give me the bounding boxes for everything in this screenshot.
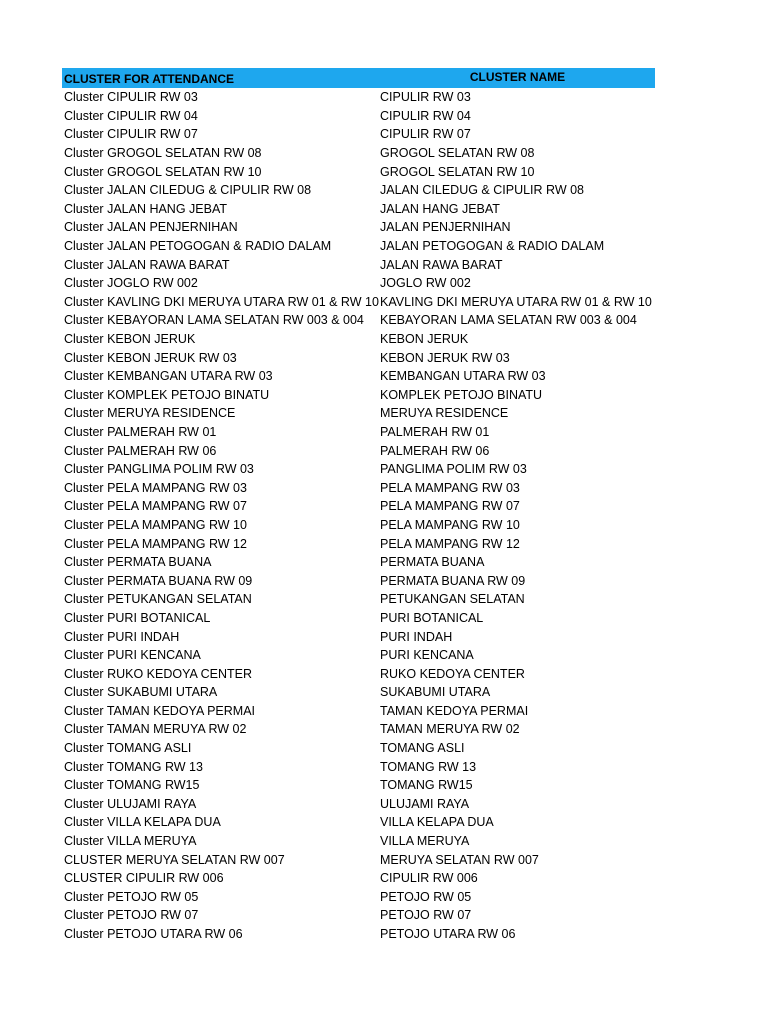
cell-cluster-name: PETOJO RW 07 bbox=[380, 908, 472, 923]
table-row bbox=[62, 739, 655, 758]
cell-cluster-for-attendance: Cluster TAMAN MERUYA RW 02 bbox=[64, 722, 247, 737]
cell-cluster-name: KOMPLEK PETOJO BINATU bbox=[380, 387, 543, 402]
table-row bbox=[62, 144, 655, 163]
table-row bbox=[62, 850, 655, 869]
cell-cluster-name: KEBAYORAN LAMA SELATAN RW 003 & 004 bbox=[380, 313, 637, 328]
cell-cluster-for-attendance: CLUSTER CIPULIR RW 006 bbox=[64, 871, 224, 886]
cell-cluster-for-attendance: Cluster VILLA MERUYA bbox=[64, 834, 197, 849]
table-row bbox=[62, 162, 655, 181]
table-row bbox=[62, 664, 655, 683]
cell-cluster-name: KEBON JERUK bbox=[380, 332, 469, 347]
cell-cluster-name: PALMERAH RW 06 bbox=[380, 443, 490, 458]
table-row bbox=[62, 590, 655, 609]
cell-cluster-name: GROGOL SELATAN RW 10 bbox=[380, 164, 535, 179]
header-cluster-name: CLUSTER NAME bbox=[469, 70, 566, 84]
cell-cluster-name: PELA MAMPANG RW 12 bbox=[380, 536, 520, 551]
table-row bbox=[62, 757, 655, 776]
table-header-row bbox=[62, 68, 655, 88]
cell-cluster-for-attendance: Cluster MERUYA RESIDENCE bbox=[64, 406, 236, 421]
table-row bbox=[62, 441, 655, 460]
cell-cluster-name: VILLA KELAPA DUA bbox=[380, 815, 494, 830]
cell-cluster-name: MERUYA RESIDENCE bbox=[380, 406, 509, 421]
table-row bbox=[62, 386, 655, 405]
cell-cluster-for-attendance: Cluster PELA MAMPANG RW 12 bbox=[64, 536, 247, 551]
cell-cluster-for-attendance: Cluster PALMERAH RW 06 bbox=[64, 443, 217, 458]
cell-cluster-for-attendance: Cluster TOMANG RW15 bbox=[64, 778, 200, 793]
table-row bbox=[62, 776, 655, 795]
cell-cluster-name: PALMERAH RW 01 bbox=[380, 424, 490, 439]
cell-cluster-for-attendance: Cluster SUKABUMI UTARA bbox=[64, 685, 218, 700]
cell-cluster-name: CIPULIR RW 03 bbox=[380, 90, 471, 105]
cell-cluster-name: PURI INDAH bbox=[380, 629, 453, 644]
table-row bbox=[62, 200, 655, 219]
cell-cluster-name: PETOJO RW 05 bbox=[380, 889, 472, 904]
table-row bbox=[62, 404, 655, 423]
cell-cluster-name: SUKABUMI UTARA bbox=[380, 685, 491, 700]
table-row bbox=[62, 88, 655, 107]
cell-cluster-for-attendance: Cluster TOMANG ASLI bbox=[64, 741, 192, 756]
cell-cluster-name: TOMANG RW 13 bbox=[380, 759, 477, 774]
cell-cluster-for-attendance: Cluster PURI KENCANA bbox=[64, 648, 201, 663]
table-row bbox=[62, 627, 655, 646]
cell-cluster-name: PETUKANGAN SELATAN bbox=[380, 592, 525, 607]
table-row bbox=[62, 534, 655, 553]
cell-cluster-for-attendance: Cluster PETOJO RW 07 bbox=[64, 908, 199, 923]
cell-cluster-for-attendance: Cluster ULUJAMI RAYA bbox=[64, 796, 197, 811]
cell-cluster-for-attendance: Cluster PANGLIMA POLIM RW 03 bbox=[64, 462, 254, 477]
table-row bbox=[62, 181, 655, 200]
cell-cluster-for-attendance: Cluster PALMERAH RW 01 bbox=[64, 424, 217, 439]
table-row bbox=[62, 478, 655, 497]
cell-cluster-for-attendance: Cluster PERMATA BUANA RW 09 bbox=[64, 573, 253, 588]
cell-cluster-for-attendance: Cluster CIPULIR RW 07 bbox=[64, 127, 198, 142]
table-body bbox=[62, 88, 655, 943]
cell-cluster-name: JALAN PENJERNIHAN bbox=[380, 220, 511, 235]
cell-cluster-name: PELA MAMPANG RW 07 bbox=[380, 499, 520, 514]
cell-cluster-for-attendance: Cluster GROGOL SELATAN RW 10 bbox=[64, 164, 262, 179]
cell-cluster-for-attendance: Cluster PURI INDAH bbox=[64, 629, 180, 644]
table-row bbox=[62, 813, 655, 832]
cluster-table bbox=[62, 68, 655, 943]
table-row bbox=[62, 237, 655, 256]
cell-cluster-for-attendance: Cluster KEBON JERUK bbox=[64, 332, 196, 347]
cell-cluster-for-attendance: Cluster CIPULIR RW 04 bbox=[64, 108, 198, 123]
table-row bbox=[62, 683, 655, 702]
cell-cluster-name: PELA MAMPANG RW 10 bbox=[380, 517, 520, 532]
cell-cluster-for-attendance: Cluster KEBAYORAN LAMA SELATAN RW 003 & 004 bbox=[64, 313, 364, 328]
table-row bbox=[62, 497, 655, 516]
cell-cluster-for-attendance: Cluster PELA MAMPANG RW 07 bbox=[64, 499, 247, 514]
cell-cluster-name: TAMAN KEDOYA PERMAI bbox=[380, 703, 529, 718]
cell-cluster-name: KAVLING DKI MERUYA UTARA RW 01 & RW 10 bbox=[380, 294, 652, 309]
table-row bbox=[62, 423, 655, 442]
cell-cluster-for-attendance: Cluster JALAN PETOGOGAN & RADIO DALAM bbox=[64, 239, 332, 254]
cell-cluster-for-attendance: CLUSTER MERUYA SELATAN RW 007 bbox=[64, 852, 285, 867]
cell-cluster-for-attendance: Cluster PELA MAMPANG RW 10 bbox=[64, 517, 247, 532]
cell-cluster-for-attendance: Cluster KEBON JERUK RW 03 bbox=[64, 350, 237, 365]
cell-cluster-name: CIPULIR RW 04 bbox=[380, 108, 471, 123]
cell-cluster-name: JALAN PETOGOGAN & RADIO DALAM bbox=[380, 239, 605, 254]
cell-cluster-for-attendance: Cluster PETOJO UTARA RW 06 bbox=[64, 927, 243, 942]
table-row bbox=[62, 795, 655, 814]
table-row bbox=[62, 348, 655, 367]
table-row bbox=[62, 906, 655, 925]
cell-cluster-for-attendance: Cluster JALAN CILEDUG & CIPULIR RW 08 bbox=[64, 183, 312, 198]
cell-cluster-for-attendance: Cluster JALAN PENJERNIHAN bbox=[64, 220, 238, 235]
table-row bbox=[62, 274, 655, 293]
cell-cluster-for-attendance: Cluster KAVLING DKI MERUYA UTARA RW 01 & RW 10 bbox=[64, 294, 379, 309]
cell-cluster-for-attendance: Cluster JALAN RAWA BARAT bbox=[64, 257, 230, 272]
table-row bbox=[62, 311, 655, 330]
cell-cluster-for-attendance: Cluster JALAN HANG JEBAT bbox=[64, 201, 228, 216]
table-row bbox=[62, 832, 655, 851]
table-row bbox=[62, 255, 655, 274]
table-row bbox=[62, 460, 655, 479]
table-row bbox=[62, 125, 655, 144]
cell-cluster-name: PANGLIMA POLIM RW 03 bbox=[380, 462, 527, 477]
table-row bbox=[62, 888, 655, 907]
cell-cluster-name: KEMBANGAN UTARA RW 03 bbox=[380, 369, 546, 384]
cell-cluster-name: CIPULIR RW 07 bbox=[380, 127, 471, 142]
cell-cluster-name: PURI KENCANA bbox=[380, 648, 474, 663]
cell-cluster-name: JALAN CILEDUG & CIPULIR RW 08 bbox=[380, 183, 584, 198]
cell-cluster-name: TOMANG ASLI bbox=[380, 741, 465, 756]
table-row bbox=[62, 702, 655, 721]
cell-cluster-for-attendance: Cluster TOMANG RW 13 bbox=[64, 759, 203, 774]
table-row bbox=[62, 218, 655, 237]
table-row bbox=[62, 293, 655, 312]
cell-cluster-for-attendance: Cluster VILLA KELAPA DUA bbox=[64, 815, 221, 830]
cell-cluster-name: PELA MAMPANG RW 03 bbox=[380, 480, 520, 495]
cell-cluster-name: TOMANG RW15 bbox=[380, 778, 473, 793]
cell-cluster-for-attendance: Cluster JOGLO RW 002 bbox=[64, 276, 198, 291]
table-row bbox=[62, 516, 655, 535]
table-row bbox=[62, 367, 655, 386]
cell-cluster-for-attendance: Cluster TAMAN KEDOYA PERMAI bbox=[64, 703, 256, 718]
cell-cluster-name: PETOJO UTARA RW 06 bbox=[380, 927, 516, 942]
table-row bbox=[62, 107, 655, 126]
cell-cluster-name: VILLA MERUYA bbox=[380, 834, 470, 849]
cell-cluster-for-attendance: Cluster PURI BOTANICAL bbox=[64, 610, 211, 625]
table-row bbox=[62, 646, 655, 665]
table-row bbox=[62, 553, 655, 572]
cell-cluster-for-attendance: Cluster GROGOL SELATAN RW 08 bbox=[64, 146, 262, 161]
cell-cluster-for-attendance: Cluster PERMATA BUANA bbox=[64, 555, 212, 570]
table-row bbox=[62, 869, 655, 888]
table-row bbox=[62, 925, 655, 944]
cell-cluster-name: PERMATA BUANA RW 09 bbox=[380, 573, 526, 588]
cell-cluster-name: PURI BOTANICAL bbox=[380, 610, 484, 625]
table-row bbox=[62, 720, 655, 739]
cell-cluster-name: RUKO KEDOYA CENTER bbox=[380, 666, 525, 681]
cell-cluster-for-attendance: Cluster CIPULIR RW 03 bbox=[64, 90, 198, 105]
cell-cluster-for-attendance: Cluster PETUKANGAN SELATAN bbox=[64, 592, 252, 607]
table-row bbox=[62, 609, 655, 628]
cell-cluster-for-attendance: Cluster PETOJO RW 05 bbox=[64, 889, 199, 904]
cell-cluster-for-attendance: Cluster KEMBANGAN UTARA RW 03 bbox=[64, 369, 273, 384]
cell-cluster-name: PERMATA BUANA bbox=[380, 555, 485, 570]
header-cluster-for-attendance: CLUSTER FOR ATTENDANCE bbox=[64, 72, 234, 86]
cell-cluster-name: CIPULIR RW 006 bbox=[380, 871, 478, 886]
cell-cluster-name: TAMAN MERUYA RW 02 bbox=[380, 722, 520, 737]
cell-cluster-name: GROGOL SELATAN RW 08 bbox=[380, 146, 535, 161]
table-row bbox=[62, 330, 655, 349]
cell-cluster-for-attendance: Cluster KOMPLEK PETOJO BINATU bbox=[64, 387, 270, 402]
cell-cluster-name: KEBON JERUK RW 03 bbox=[380, 350, 510, 365]
cell-cluster-for-attendance: Cluster RUKO KEDOYA CENTER bbox=[64, 666, 253, 681]
cell-cluster-name: MERUYA SELATAN RW 007 bbox=[380, 852, 539, 867]
cell-cluster-name: ULUJAMI RAYA bbox=[380, 796, 470, 811]
cell-cluster-name: JALAN RAWA BARAT bbox=[380, 257, 503, 272]
cell-cluster-name: JALAN HANG JEBAT bbox=[380, 201, 500, 216]
cell-cluster-for-attendance: Cluster PELA MAMPANG RW 03 bbox=[64, 480, 247, 495]
cell-cluster-name: JOGLO RW 002 bbox=[380, 276, 471, 291]
table-row bbox=[62, 571, 655, 590]
